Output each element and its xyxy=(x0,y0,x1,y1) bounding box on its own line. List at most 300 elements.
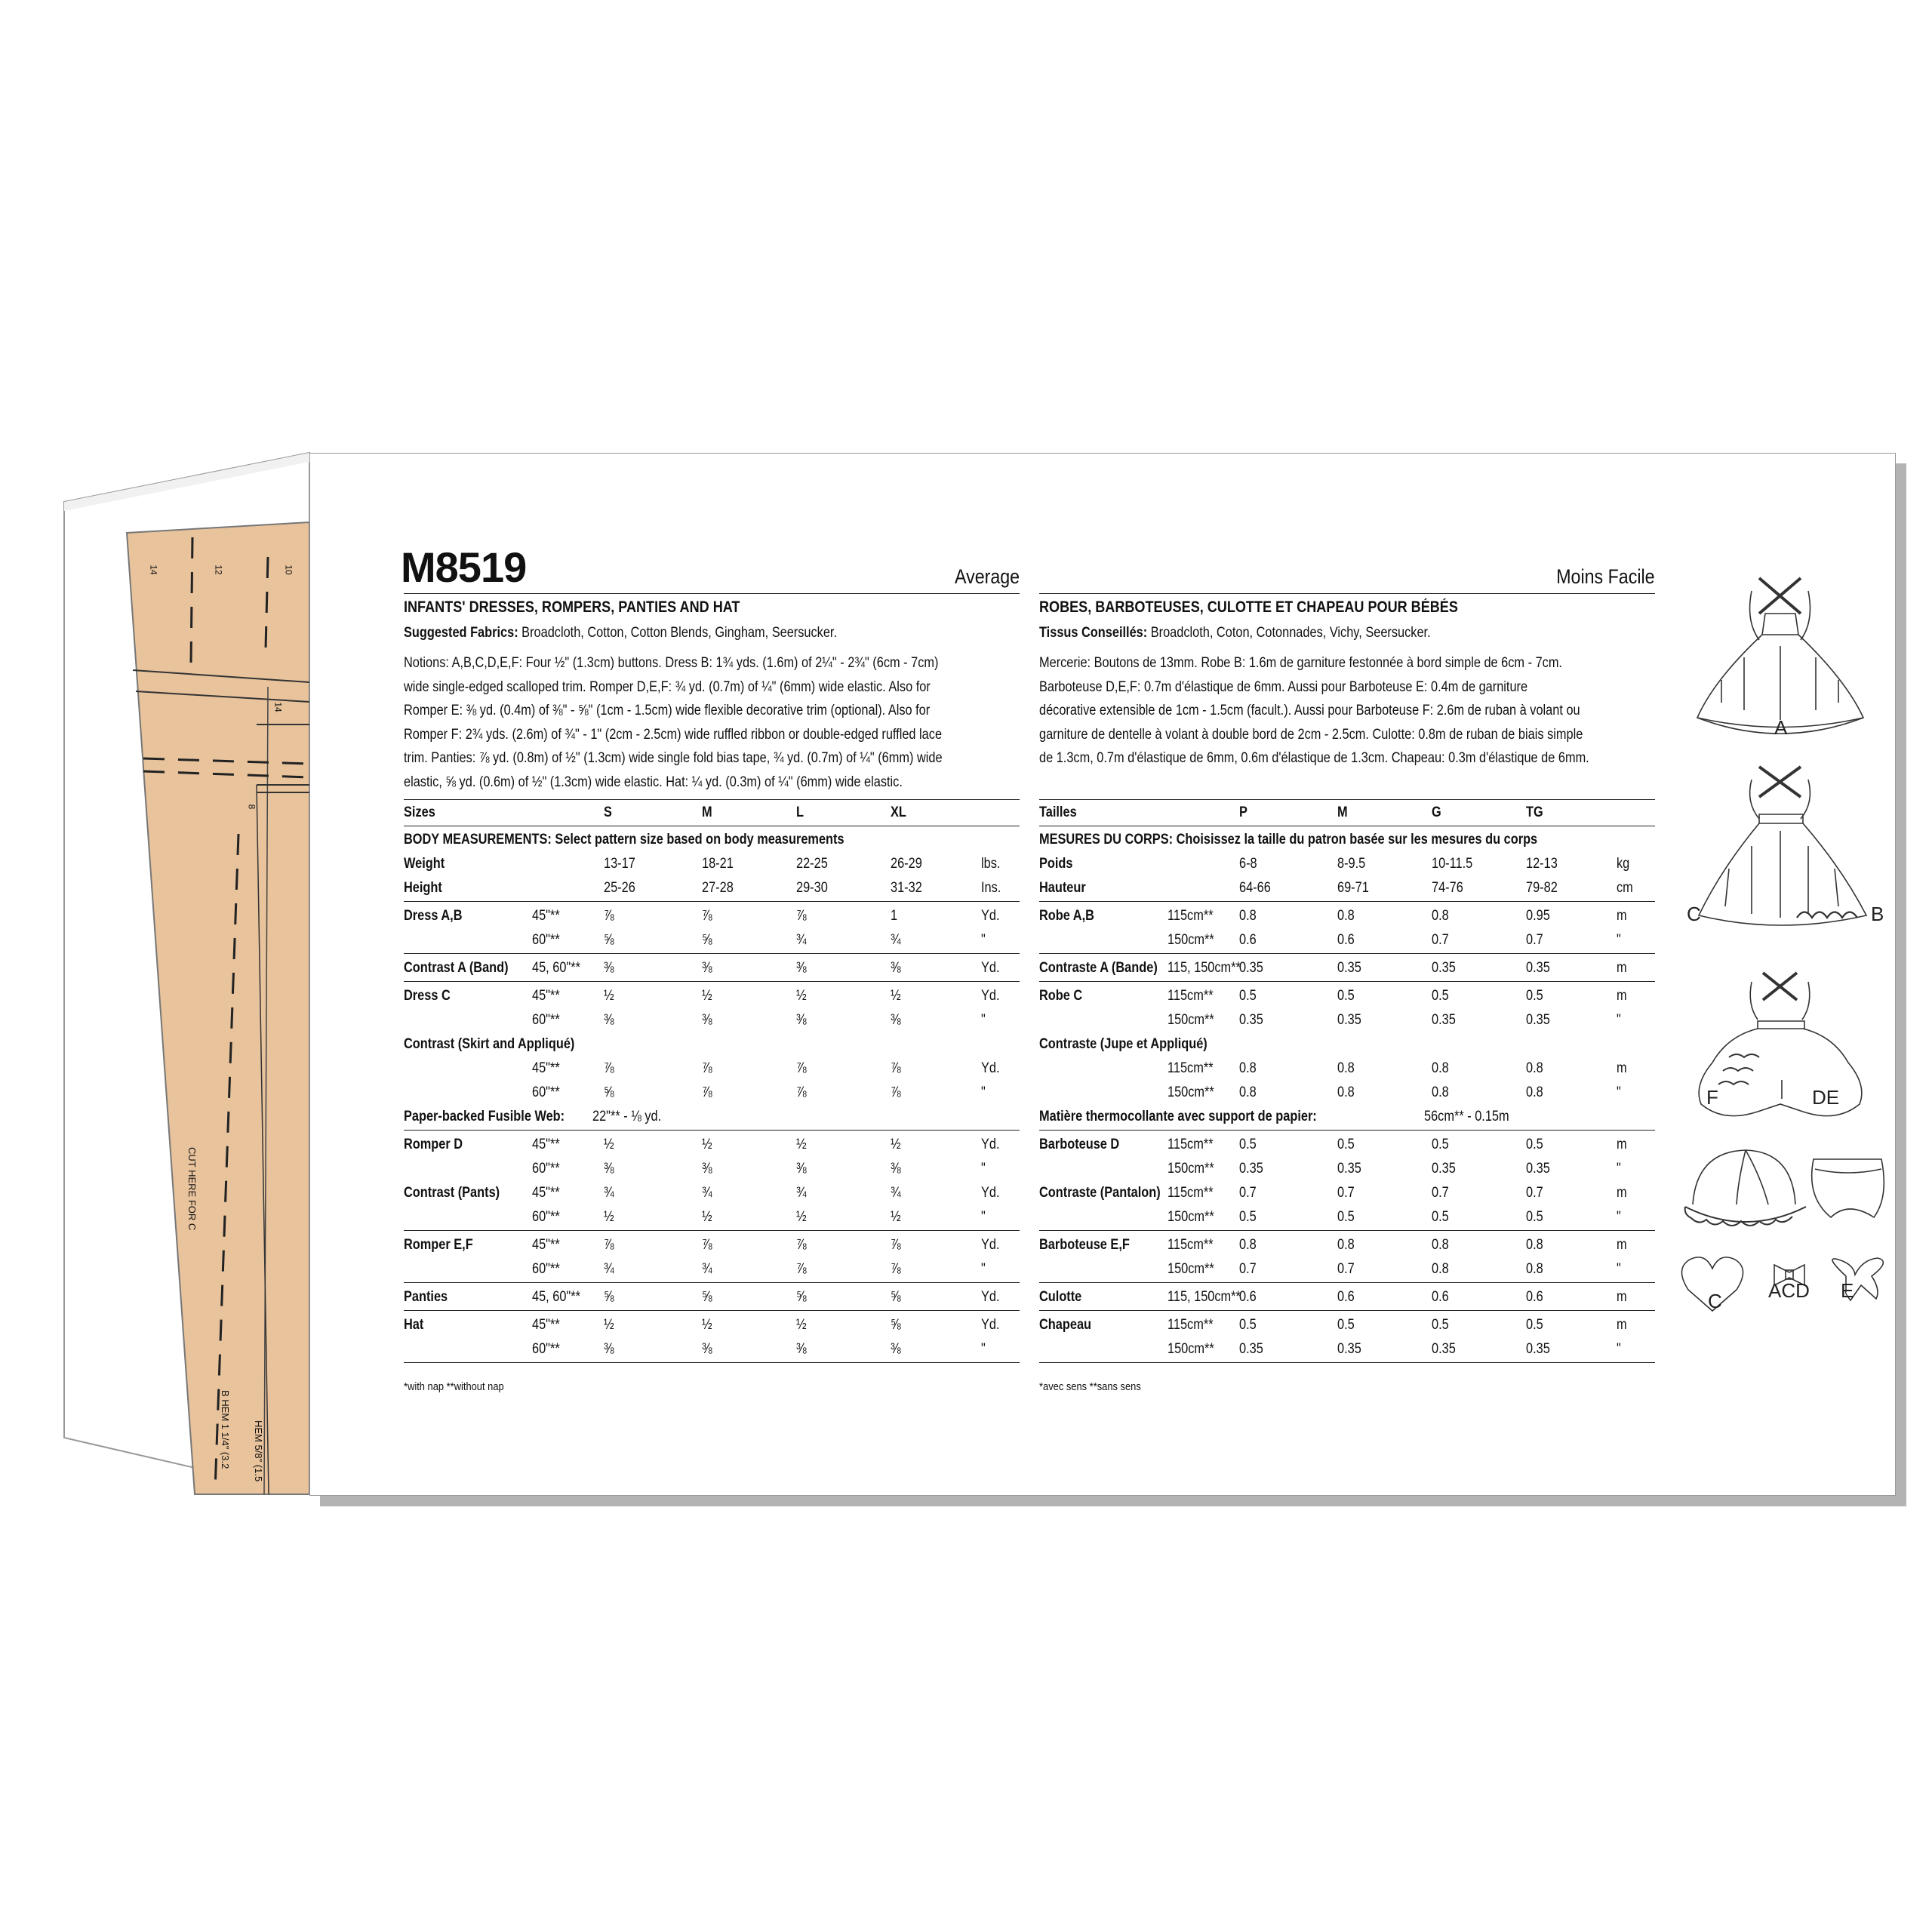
table-row xyxy=(404,904,1020,928)
yardage-value: 0.7 xyxy=(1432,932,1449,948)
row-unit: Yd. xyxy=(981,1237,1000,1253)
table-row xyxy=(404,956,1020,980)
tissue-number-14: 14 xyxy=(148,565,159,575)
fabric-width: 45, 60"** xyxy=(532,1289,580,1305)
yardage-value: 0.5 xyxy=(1337,1209,1355,1225)
notions-line: décorative extensible de 1cm - 1.5cm (facult.). Aussi pour Barboteuse F: 2.6m de ruban à volant ou xyxy=(1039,703,1580,718)
row-label: Paper-backed Fusible Web: xyxy=(404,1109,565,1124)
yardage-value: 0.8 xyxy=(1432,908,1449,924)
fabric-width: 60"** xyxy=(532,1012,560,1028)
row-label: Matière thermocollante avec support de papier: xyxy=(1039,1109,1317,1124)
row-label: Hat xyxy=(404,1317,424,1333)
measure-unit: lbs. xyxy=(981,856,1001,872)
yardage-value: ¾ xyxy=(891,1185,901,1201)
fabric-width: 115cm** xyxy=(1168,988,1214,1004)
yardage-value: ⅜ xyxy=(796,960,807,976)
yardage-value: ⅝ xyxy=(796,1289,807,1305)
yardage-value: ⅞ xyxy=(891,1084,901,1100)
yardage-value: ⅞ xyxy=(891,1261,901,1277)
measure-value: 10-11.5 xyxy=(1432,856,1473,872)
notions-line: Romper E: ⅜ yd. (0.4m) of ⅜" - ⅝" (1cm - 1.5cm) wide flexible decorative trim (optional). Also for xyxy=(404,703,931,718)
yardage-value: ⅜ xyxy=(604,1161,614,1177)
fabric-width: 45"** xyxy=(532,1060,560,1076)
fabric-width: 45"** xyxy=(532,988,560,1004)
row-label: Panties xyxy=(404,1289,448,1305)
notions-line: wide single-edged scalloped trim. Romper D,E,F: ¾ yd. (0.7m) of ¼" (6mm) wide elastic. Also for xyxy=(404,678,931,695)
yardage-value: ¾ xyxy=(891,932,901,948)
yardage-value: 0.5 xyxy=(1239,1317,1257,1333)
fabric-width: 45"** xyxy=(532,1317,560,1333)
row-extra: 56cm** - 0.15m xyxy=(1424,1109,1509,1124)
yardage-value: ½ xyxy=(604,1209,614,1225)
body-measurements-row xyxy=(1039,828,1655,852)
table-rule xyxy=(404,1362,1020,1363)
table-row xyxy=(1039,928,1655,952)
yardage-value: 0.5 xyxy=(1239,1137,1257,1152)
yardage-value: ⅞ xyxy=(796,1060,807,1076)
yardage-value: ¾ xyxy=(796,932,807,948)
row-unit: " xyxy=(981,1012,986,1028)
yardage-value: 0.35 xyxy=(1337,1341,1361,1357)
yardage-value: 0.5 xyxy=(1432,1137,1449,1152)
yardage-value: ½ xyxy=(796,1137,807,1152)
fabrics-text-fr: Broadcloth, Coton, Cotonnades, Vichy, Seersucker. xyxy=(1150,625,1431,641)
fabric-width: 150cm** xyxy=(1168,1161,1214,1177)
yardage-value: ⅜ xyxy=(891,960,901,976)
yardage-value: ⅜ xyxy=(796,1341,807,1357)
yardage-value: 0.95 xyxy=(1526,908,1550,924)
label-c: C xyxy=(1687,903,1701,925)
yardage-value: ⅜ xyxy=(891,1341,901,1357)
size-header: TG xyxy=(1526,804,1543,820)
row-label: Contraste (Jupe et Appliqué) xyxy=(1039,1036,1208,1052)
yardage-value: ½ xyxy=(702,988,712,1004)
row-unit: m xyxy=(1617,1137,1627,1152)
table-rule xyxy=(404,901,1020,902)
yardage-value: ½ xyxy=(702,1317,712,1333)
yardage-value: ⅞ xyxy=(604,908,614,924)
yardage-value: 0.7 xyxy=(1432,1185,1449,1201)
yardage-value: ½ xyxy=(891,1209,901,1225)
fabrics-text-en: Broadcloth, Cotton, Cotton Blends, Gingham, Seersucker. xyxy=(521,625,837,641)
yardage-value: ⅜ xyxy=(796,1012,807,1028)
table-row xyxy=(1039,984,1655,1008)
table-row xyxy=(1039,1285,1655,1309)
tissue-number-10: 10 xyxy=(283,565,294,575)
yardage-value: 0.5 xyxy=(1526,1209,1543,1225)
size-header: G xyxy=(1432,804,1441,820)
measure-unit: kg xyxy=(1617,856,1630,872)
yardage-value: ½ xyxy=(796,988,807,1004)
fabrics-label-fr: Tissus Conseillés: xyxy=(1039,625,1148,641)
yardage-value: ⅜ xyxy=(891,1161,901,1177)
yardage-value: 0.8 xyxy=(1432,1237,1449,1253)
table-row xyxy=(404,1337,1020,1361)
row-label: Romper E,F xyxy=(404,1237,473,1253)
yardage-value: ⅜ xyxy=(604,960,614,976)
yardage-value: ⅝ xyxy=(604,1084,614,1100)
sizes-label: Tailles xyxy=(1039,804,1077,820)
yardage-value: 0.5 xyxy=(1239,988,1257,1004)
row-label: Romper D xyxy=(404,1137,463,1152)
yardage-value: ⅞ xyxy=(702,1237,712,1253)
measure-value: 25-26 xyxy=(604,880,635,896)
measure-row xyxy=(404,852,1020,876)
yardage-value: ⅜ xyxy=(796,1161,807,1177)
yardage-value: 0.5 xyxy=(1432,988,1449,1004)
row-unit: Yd. xyxy=(981,908,1000,924)
fabric-width: 60"** xyxy=(532,1261,560,1277)
yardage-value: 0.35 xyxy=(1526,1012,1550,1028)
row-extra: 22"** - ⅛ yd. xyxy=(592,1109,662,1124)
yardage-value: ⅜ xyxy=(702,1161,712,1177)
measure-row xyxy=(1039,852,1655,876)
yardage-value: 0.35 xyxy=(1239,1161,1263,1177)
label-a: A xyxy=(1774,716,1788,739)
yardage-value: ½ xyxy=(604,1317,614,1333)
yardage-value: ⅝ xyxy=(891,1289,901,1305)
label-b: B xyxy=(1871,903,1884,925)
row-unit: Yd. xyxy=(981,1185,1000,1201)
table-row xyxy=(1039,1313,1655,1337)
row-unit: m xyxy=(1617,960,1627,976)
yardage-value: 0.8 xyxy=(1337,1084,1355,1100)
row-label: Dress A,B xyxy=(404,908,463,924)
measure-label: Poids xyxy=(1039,856,1073,872)
yardage-value: 0.5 xyxy=(1526,988,1543,1004)
row-unit: Yd. xyxy=(981,1317,1000,1333)
yardage-value: 0.6 xyxy=(1337,932,1355,948)
table-row xyxy=(404,1133,1020,1157)
yardage-value: ¾ xyxy=(604,1185,614,1201)
row-unit: Yd. xyxy=(981,1137,1000,1152)
table-row xyxy=(1039,1081,1655,1105)
notions-line: Romper F: 2¾ yds. (2.6m) of ¾" - 1" (2cm - 2.5cm) wide ruffled ribbon or double-edged ruffled lace xyxy=(404,726,943,743)
table-rule xyxy=(1039,981,1655,982)
line-drawings xyxy=(1676,454,1895,1495)
table-row xyxy=(1039,956,1655,980)
fabric-width: 45"** xyxy=(532,1237,560,1253)
sizes-row xyxy=(404,801,1020,825)
title-rule-fr xyxy=(1039,593,1655,594)
yardage-value: 0.8 xyxy=(1337,908,1355,924)
measure-value: 29-30 xyxy=(796,880,828,896)
row-unit: m xyxy=(1617,1289,1627,1305)
table-row xyxy=(1039,1133,1655,1157)
fabrics-fr xyxy=(1039,621,1494,645)
table-row xyxy=(1039,1181,1655,1205)
yardage-value: 0.8 xyxy=(1337,1060,1355,1076)
measure-unit: cm xyxy=(1617,880,1633,896)
row-unit: m xyxy=(1617,1237,1627,1253)
table-row xyxy=(1039,904,1655,928)
tissue-cut-here: CUT HERE FOR C xyxy=(186,1147,198,1231)
yardage-value: 0.6 xyxy=(1432,1289,1449,1305)
tissue-b-hem: B HEM 1 1/4" (3.2 xyxy=(220,1390,231,1469)
row-label: Chapeau xyxy=(1039,1317,1092,1333)
yardage-value: ¾ xyxy=(702,1185,712,1201)
table-rule xyxy=(404,1230,1020,1231)
row-unit: m xyxy=(1617,1185,1627,1201)
yardage-value: ⅝ xyxy=(702,1289,712,1305)
pattern-number: M8519 xyxy=(401,543,527,591)
measure-value: 74-76 xyxy=(1432,880,1463,896)
tissue-hem: HEM 5/8" (1.5 xyxy=(253,1420,264,1482)
table-rule xyxy=(1039,1362,1655,1363)
yardage-value: ⅞ xyxy=(702,1084,712,1100)
fabric-width: 60"** xyxy=(532,1161,560,1177)
yardage-value: 0.35 xyxy=(1432,1161,1456,1177)
yardage-value: ⅝ xyxy=(702,932,712,948)
table-rule xyxy=(404,1282,1020,1283)
fabric-width: 115cm** xyxy=(1168,908,1214,924)
fabric-width: 115cm** xyxy=(1168,1185,1214,1201)
yardage-value: 0.7 xyxy=(1239,1185,1257,1201)
notions-line: trim. Panties: ⅞ yd. (0.8m) of ½" (1.3cm) wide single fold bias tape, ¾ yd. (0.7m) of ¼" (6mm) wide xyxy=(404,750,943,766)
row-unit: " xyxy=(981,1341,986,1357)
yardage-value: ½ xyxy=(891,988,901,1004)
table-rule xyxy=(1039,901,1655,902)
french-column xyxy=(1039,454,1655,1495)
measure-value: 31-32 xyxy=(891,880,922,896)
yardage-value: 0.5 xyxy=(1337,1317,1355,1333)
measure-value: 8-9.5 xyxy=(1337,856,1366,872)
yardage-value: 0.5 xyxy=(1239,1209,1257,1225)
table-row xyxy=(404,1313,1020,1337)
yardage-value: ½ xyxy=(891,1137,901,1152)
row-unit: Yd. xyxy=(981,960,1000,976)
yardage-value: 0.8 xyxy=(1239,1084,1257,1100)
yardage-value: ⅞ xyxy=(796,1237,807,1253)
sizes-rule-top xyxy=(404,799,1020,800)
measure-value: 12-13 xyxy=(1526,856,1558,872)
fabric-width: 150cm** xyxy=(1168,932,1214,948)
table-rule xyxy=(404,953,1020,954)
title-en: INFANTS' DRESSES, ROMPERS, PANTIES AND HAT xyxy=(404,598,740,616)
row-unit: " xyxy=(1617,1261,1621,1277)
yardage-value: 0.7 xyxy=(1526,1185,1543,1201)
fabrics-en xyxy=(404,621,907,645)
table-rule xyxy=(1039,1282,1655,1283)
yardage-value: ⅞ xyxy=(604,1237,614,1253)
yardage-value: 0.35 xyxy=(1337,1161,1361,1177)
english-column xyxy=(401,454,1020,1495)
yardage-value: ⅜ xyxy=(604,1012,614,1028)
row-label: Robe C xyxy=(1039,988,1083,1004)
table-row xyxy=(404,1157,1020,1181)
notions-line: elastic, ⅝ yd. (0.6m) of ½" (1.3cm) wide elastic. Hat: ¼ yd. (0.3m) of ¼" (6mm) wide elastic. xyxy=(404,774,903,790)
notions-fr xyxy=(1039,651,1678,771)
yardage-value: 0.6 xyxy=(1239,1289,1257,1305)
measure-label: Hauteur xyxy=(1039,880,1086,896)
difficulty-en: Average xyxy=(954,565,1020,588)
fabric-width: 45"** xyxy=(532,908,560,924)
label-e: E xyxy=(1841,1279,1854,1302)
yardage-value: ½ xyxy=(604,1137,614,1152)
table-row xyxy=(1039,1233,1655,1257)
table-rule xyxy=(1039,953,1655,954)
row-unit: Yd. xyxy=(981,1289,1000,1305)
row-label: Culotte xyxy=(1039,1289,1082,1305)
yardage-value: ⅜ xyxy=(702,960,712,976)
yardage-value: 0.35 xyxy=(1239,1012,1263,1028)
row-label: Contraste A (Bande) xyxy=(1039,960,1158,976)
table-rule xyxy=(1039,1230,1655,1231)
yardage-value: 0.35 xyxy=(1239,1341,1263,1357)
table-row xyxy=(1039,1157,1655,1181)
table-rule xyxy=(404,1310,1020,1311)
size-header: XL xyxy=(891,804,906,820)
yardage-value: 0.8 xyxy=(1239,1237,1257,1253)
yardage-value: 0.8 xyxy=(1526,1237,1543,1253)
row-unit: m xyxy=(1617,1317,1627,1333)
yardage-value: 0.7 xyxy=(1337,1261,1355,1277)
yardage-value: 0.8 xyxy=(1239,908,1257,924)
row-unit: m xyxy=(1617,988,1627,1004)
footnote-en: *with nap **without nap xyxy=(404,1380,504,1393)
row-label: Dress C xyxy=(404,988,451,1004)
measure-value: 6-8 xyxy=(1239,856,1257,872)
label-acd: ACD xyxy=(1768,1279,1810,1302)
difficulty-fr: Moins Facile xyxy=(1556,565,1655,588)
measure-value: 79-82 xyxy=(1526,880,1558,896)
yardage-value: ⅞ xyxy=(702,908,712,924)
table-row xyxy=(404,1032,1020,1057)
table-row xyxy=(404,1257,1020,1281)
yardage-value: 0.8 xyxy=(1432,1084,1449,1100)
yardage-value: 0.8 xyxy=(1526,1060,1543,1076)
notions-line: Barboteuse D,E,F: 0.7m d'élastique de 6mm. Aussi pour Barboteuse E: 0.4m de garniture xyxy=(1039,678,1528,695)
row-unit: " xyxy=(1617,1161,1621,1177)
row-unit: " xyxy=(981,932,986,948)
row-unit: " xyxy=(1617,1012,1621,1028)
tissue-number-14b: 14 xyxy=(272,702,284,712)
yardage-value: 0.8 xyxy=(1337,1237,1355,1253)
yardage-value: 0.7 xyxy=(1239,1261,1257,1277)
yardage-value: ⅜ xyxy=(702,1012,712,1028)
size-header: P xyxy=(1239,804,1247,820)
yardage-value: 0.5 xyxy=(1432,1317,1449,1333)
yardage-value: ⅞ xyxy=(891,1237,901,1253)
measure-value: 18-21 xyxy=(702,856,734,872)
row-label: Contrast (Pants) xyxy=(404,1185,500,1201)
yardage-value: ½ xyxy=(796,1317,807,1333)
row-label: Contrast A (Band) xyxy=(404,960,509,976)
row-unit: m xyxy=(1617,908,1627,924)
table-row xyxy=(404,1181,1020,1205)
yardage-value: 0.8 xyxy=(1526,1261,1543,1277)
fabric-width: 115cm** xyxy=(1168,1237,1214,1253)
row-unit: " xyxy=(1617,1341,1621,1357)
row-unit: " xyxy=(1617,932,1621,948)
row-unit: " xyxy=(1617,1084,1621,1100)
table-row xyxy=(1039,1257,1655,1281)
title-fr: ROBES, BARBOTEUSES, CULOTTE ET CHAPEAU POUR BÉBÉS xyxy=(1039,598,1458,616)
yardage-value: 0.8 xyxy=(1526,1084,1543,1100)
tissue-number-12: 12 xyxy=(213,565,224,575)
measure-value: 69-71 xyxy=(1337,880,1369,896)
yardage-value: ⅝ xyxy=(891,1317,901,1333)
row-unit: Yd. xyxy=(981,988,1000,1004)
envelope-back xyxy=(309,453,1896,1496)
table-rule xyxy=(1039,1310,1655,1311)
yardage-value: 0.35 xyxy=(1337,1012,1361,1028)
title-rule xyxy=(404,593,1020,594)
row-label: Barboteuse D xyxy=(1039,1137,1120,1152)
table-rule xyxy=(404,1130,1020,1131)
yardage-value: ¾ xyxy=(604,1261,614,1277)
yardage-value: ⅝ xyxy=(604,932,614,948)
table-row xyxy=(404,1285,1020,1309)
tissue-number-8: 8 xyxy=(246,804,257,810)
yardage-value: 0.8 xyxy=(1432,1261,1449,1277)
yardage-value: 0.5 xyxy=(1432,1209,1449,1225)
table-row xyxy=(1039,1057,1655,1081)
yardage-value: 0.8 xyxy=(1432,1060,1449,1076)
measure-unit: Ins. xyxy=(981,880,1001,896)
fabric-width: 150cm** xyxy=(1168,1084,1214,1100)
table-row xyxy=(1039,1105,1655,1129)
row-unit: m xyxy=(1617,1060,1627,1076)
fabric-width: 45"** xyxy=(532,1137,560,1152)
yardage-value: ½ xyxy=(702,1137,712,1152)
notions-en xyxy=(404,651,1030,794)
yardage-value: 0.35 xyxy=(1526,960,1550,976)
table-row xyxy=(404,1105,1020,1129)
yardage-value: 0.35 xyxy=(1526,1341,1550,1357)
row-label: Contraste (Pantalon) xyxy=(1039,1185,1161,1201)
yardage-value: ⅜ xyxy=(604,1341,614,1357)
yardage-value: 0.5 xyxy=(1337,988,1355,1004)
measure-value: 22-25 xyxy=(796,856,828,872)
row-unit: " xyxy=(981,1209,986,1225)
measure-value: 26-29 xyxy=(891,856,922,872)
measure-label: Weight xyxy=(404,856,445,872)
size-header: S xyxy=(604,804,612,820)
fabric-width: 115cm** xyxy=(1168,1137,1214,1152)
yardage-value: ½ xyxy=(796,1209,807,1225)
table-row xyxy=(1039,1032,1655,1057)
yardage-value: ⅞ xyxy=(604,1060,614,1076)
table-rule xyxy=(1039,1130,1655,1131)
label-c-heart: C xyxy=(1708,1290,1722,1312)
table-row xyxy=(1039,1205,1655,1229)
table-row xyxy=(404,1057,1020,1081)
notions-line: garniture de dentelle à volant à double bord de 2cm - 2.5cm. Culotte: 0.8m de ruban de biais simple xyxy=(1039,726,1583,743)
row-unit: " xyxy=(1617,1209,1621,1225)
yardage-value: ⅜ xyxy=(702,1341,712,1357)
fabric-width: 150cm** xyxy=(1168,1209,1214,1225)
fabric-width: 60"** xyxy=(532,932,560,948)
row-unit: Yd. xyxy=(981,1060,1000,1076)
fabric-width: 150cm** xyxy=(1168,1341,1214,1357)
row-unit: " xyxy=(981,1261,986,1277)
yardage-value: 0.35 xyxy=(1239,960,1263,976)
yardage-value: 0.6 xyxy=(1526,1289,1543,1305)
yardage-value: 0.35 xyxy=(1432,960,1456,976)
row-label: Robe A,B xyxy=(1039,908,1094,924)
table-row xyxy=(1039,1337,1655,1361)
row-label: Barboteuse E,F xyxy=(1039,1237,1130,1253)
body-measurements-label: MESURES DU CORPS: Choisissez la taille du patron basée sur les mesures du corps xyxy=(1039,832,1538,848)
measure-value: 64-66 xyxy=(1239,880,1271,896)
measure-value: 13-17 xyxy=(604,856,635,872)
label-f: F xyxy=(1706,1086,1718,1109)
yardage-value: ¾ xyxy=(702,1261,712,1277)
fabric-width: 150cm** xyxy=(1168,1012,1214,1028)
yardage-value: 0.35 xyxy=(1337,960,1361,976)
body-measurements-row xyxy=(404,828,1020,852)
